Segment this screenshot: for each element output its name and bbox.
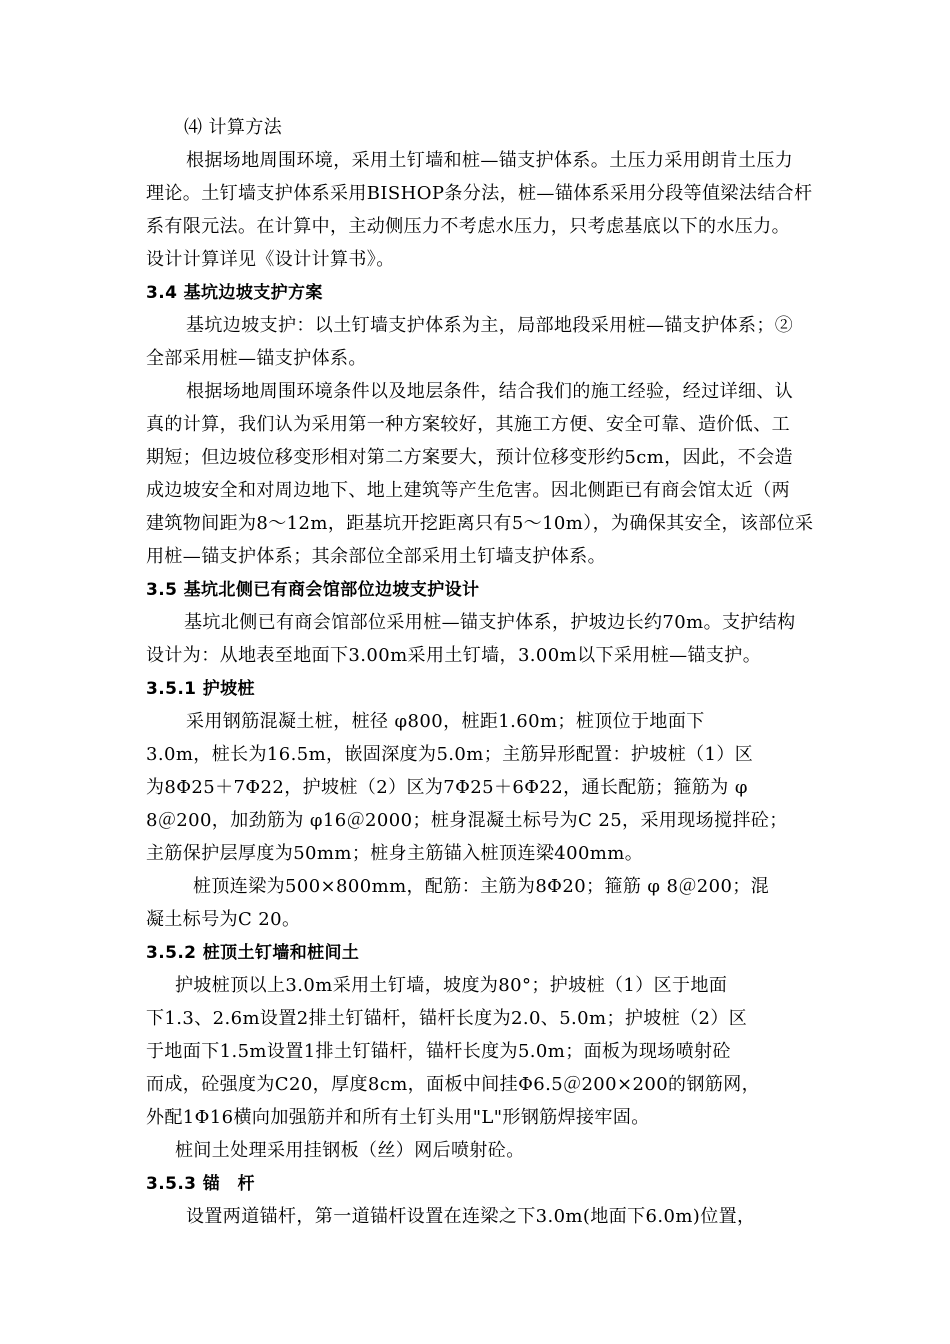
paragraph-line: 为8Φ25＋7Φ22，护坡桩（2）区为7Φ25＋6Φ22，通长配筋；箍筋为 φ [146,777,748,798]
paragraph-line: 护坡桩顶以上3.0m采用土钉墙，坡度为80°；护坡桩（1）区于地面 [175,975,728,996]
section-heading-3-5: 3.5 基坑北侧已有商会馆部位边坡支护设计 [146,580,480,600]
paragraph-line: 成边坡安全和对周边地下、地上建筑等产生危害。因北侧距已有商会馆太近（两 [146,480,790,501]
section-heading-3-5-3: 3.5.3 锚 杆 [146,1174,255,1194]
paragraph-line: 基坑北侧已有商会馆部位采用桩—锚支护体系，护坡边长约70m。支护结构 [184,612,796,633]
paragraph-line: 设计计算详见《设计计算书》。 [146,249,395,270]
paragraph-line: 8＠200，加劲筋为 φ16＠2000；桩身混凝土标号为C 25，采用现场搅拌砼； [146,810,788,831]
paragraph-line: 桩间土处理采用挂钢板（丝）网后喷射砼。 [175,1140,525,1161]
paragraph-line: 于地面下1.5m设置1排土钉锚杆，锚杆长度为5.0m；面板为现场喷射砼 [146,1041,731,1062]
paragraph-line: 理论。土钉墙支护体系采用BISHOP条分法，桩—锚体系采用分段等值梁法结合杆 [146,183,813,204]
paragraph-line: 真的计算，我们认为采用第一种方案较好，其施工方便、安全可靠、造价低、工 [146,414,790,435]
paragraph-line: 采用钢筋混凝土桩，桩径 φ800，桩距1.60m；桩顶位于地面下 [186,711,705,732]
paragraph-line: 主筋保护层厚度为50mm；桩身主筋锚入桩顶连梁400mm。 [146,843,644,864]
paragraph-line: 设计为：从地表至地面下3.00m采用土钉墙，3.00m以下采用桩—锚支护。 [146,645,762,666]
paragraph-line: 而成，砼强度为C20，厚度8cm，面板中间挂Φ6.5＠200×200的钢筋网， [146,1074,761,1095]
paragraph-line: 根据场地周围环境条件以及地层条件，结合我们的施工经验，经过详细、认 [186,381,794,402]
subheading-calc-method: ⑷ 计算方法 [184,117,283,138]
paragraph-line: 凝土标号为C 20。 [146,909,301,930]
paragraph-line: 根据场地周围环境，采用土钉墙和桩—锚支护体系。土压力采用朗肯土压力 [186,150,794,171]
paragraph-line: 设置两道锚杆，第一道锚杆设置在连梁之下3.0m(地面下6.0m)位置， [186,1206,756,1227]
paragraph-line: 全部采用桩—锚支护体系。 [146,348,367,369]
paragraph-line: 系有限元法。在计算中，主动侧压力不考虑水压力，只考虑基底以下的水压力。 [146,216,790,237]
section-heading-3-4: 3.4 基坑边坡支护方案 [146,283,323,303]
section-heading-3-5-1: 3.5.1 护坡桩 [146,679,255,699]
paragraph-line: 下1.3、2.6m设置2排土钉锚杆，锚杆长度为2.0、5.0m；护坡桩（2）区 [146,1008,748,1029]
section-heading-3-5-2: 3.5.2 桩顶土钉墙和桩间土 [146,943,360,963]
paragraph-line: 期短；但边坡位移变形相对第二方案要大，预计位移变形约5cm，因此，不会造 [146,447,793,468]
paragraph-line: 用桩—锚支护体系；其余部位全部采用土钉墙支护体系。 [146,546,606,567]
paragraph-line: 基坑边坡支护：以土钉墙支护体系为主，局部地段采用桩—锚支护体系；② [186,315,794,336]
paragraph-line: 3.0m，桩长为16.5m，嵌固深度为5.0m；主筋异形配置：护坡桩（1）区 [146,744,754,765]
paragraph-line: 外配1Φ16横向加强筋并和所有土钉头用"L"形钢筋焊接牢固。 [146,1107,650,1128]
paragraph-line: 桩顶连梁为500×800mm，配筋：主筋为8Φ20；箍筋 φ 8＠200；混 [193,876,770,897]
paragraph-line: 建筑物间距为8～12m，距基坑开挖距离只有5～10m），为确保其安全，该部位采 [146,513,814,534]
